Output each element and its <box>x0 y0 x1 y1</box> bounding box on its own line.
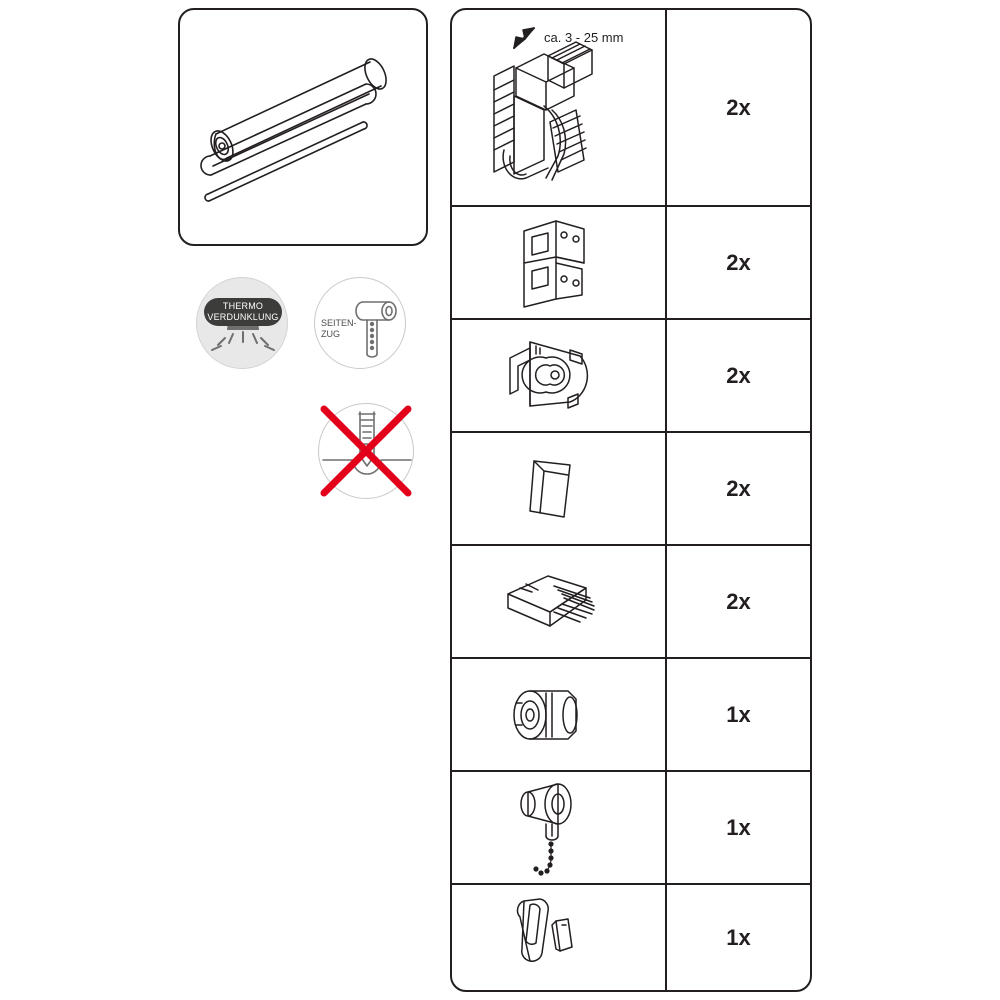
part-image-chain-drive-unit <box>452 772 667 883</box>
parts-list-table <box>450 8 812 992</box>
spacer-wedge-icon <box>452 546 667 659</box>
safety-clip-icon <box>452 885 667 990</box>
part-image-klemmtraeger-bracket <box>452 10 667 205</box>
badge-thermo-caption <box>204 298 282 326</box>
product-illustration-box <box>178 8 428 246</box>
table-row <box>452 207 810 320</box>
part-qty: 1x <box>726 924 751 950</box>
part-qty: 2x <box>726 94 751 120</box>
wall-plate-icon <box>452 207 667 320</box>
end-plug-icon <box>452 659 667 772</box>
badge-thermo-verdunklung <box>196 277 288 369</box>
part-qty: 1x <box>726 701 751 727</box>
table-row <box>452 659 810 772</box>
part-image-chain-safety-clip <box>452 885 667 990</box>
part-qty: 2x <box>726 588 751 614</box>
feature-badges <box>196 277 426 373</box>
part-image-spacer-wedge <box>452 546 667 657</box>
part-image-side-cap-mechanism <box>452 320 667 431</box>
badge-seitenzug-line2: ZUG <box>321 328 340 339</box>
table-row <box>452 320 810 433</box>
crossed-out-icon <box>308 393 424 509</box>
roller-blind-product-drawing <box>180 10 430 248</box>
part-qty: 2x <box>726 249 751 275</box>
table-row <box>452 885 810 990</box>
table-row <box>452 772 810 885</box>
part-qty: 2x <box>726 362 751 388</box>
part-qty: 1x <box>726 814 751 840</box>
badge-seitenzug <box>314 277 406 369</box>
adhesive-pad-icon <box>452 433 667 546</box>
chain-drive-icon <box>452 772 667 885</box>
part-image-wall-mount-plate <box>452 207 667 318</box>
table-row <box>452 10 810 207</box>
table-row <box>452 433 810 546</box>
badge-seitenzug-line1: SEITEN- <box>321 318 357 328</box>
part-qty: 2x <box>726 475 751 501</box>
badge-thermo-line1: THERMO <box>222 301 264 311</box>
badge-thermo-line2: VERDUNKLUNG <box>207 311 279 322</box>
badge-seitenzug-caption <box>321 318 373 339</box>
side-cap-icon <box>452 320 667 433</box>
dimension-note: ca. 3 - 25 mm <box>544 30 624 45</box>
part-image-adhesive-pad <box>452 433 667 544</box>
left-illustration-panel <box>0 0 440 1000</box>
table-row <box>452 546 810 659</box>
part-image-roller-end-plug <box>452 659 667 770</box>
